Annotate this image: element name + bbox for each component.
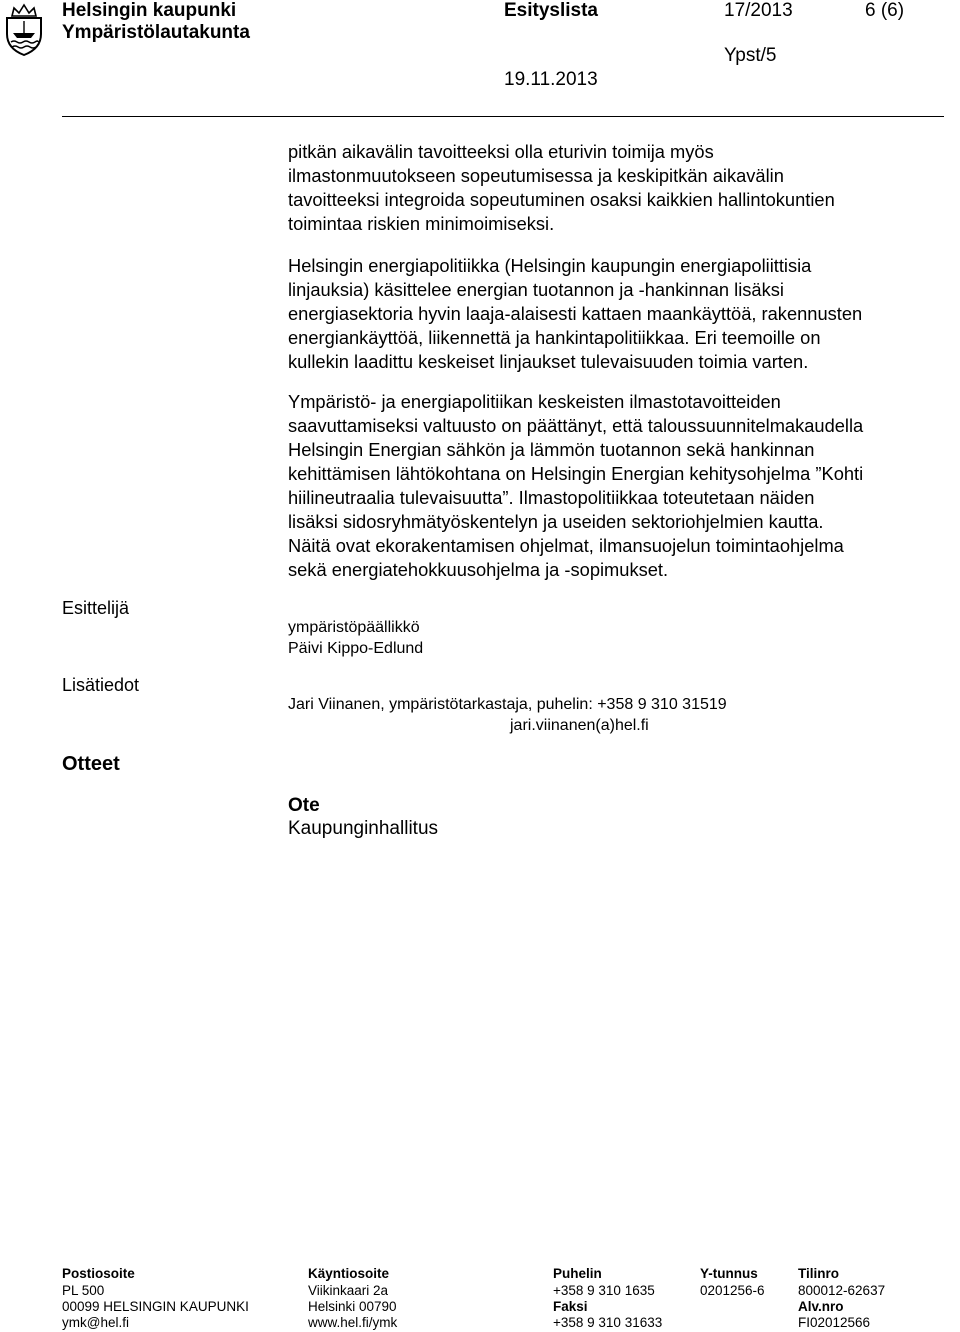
footer-puhelin-label: Puhelin — [553, 1266, 602, 1281]
footer-ytunnus-label: Y-tunnus — [700, 1266, 758, 1281]
contact-email[interactable]: jari.viinanen(a)hel.fi — [510, 717, 649, 734]
ote-recipient: Kaupunginhallitus — [288, 818, 439, 839]
text-line: linjauksia) käsittelee energian tuotannon ja -hankinnan lisäksi — [288, 279, 784, 300]
footer-alv-label: Alv.nro — [798, 1299, 844, 1314]
section-code: Ypst/5 — [724, 45, 777, 66]
footer-kayntiosoite-line: Viikinkaari 2a — [308, 1283, 389, 1298]
org-name: Helsingin kaupunki — [62, 0, 237, 21]
text-line: sekä energiatehokkuusohjelma ja -sopimukset. — [288, 559, 669, 580]
text-line: hiilineutraalia tulevaisuutta”. Ilmastopolitiikkaa toteutetaan näiden — [288, 487, 815, 508]
text-line: lisäksi sidosryhmätyöskentelyn ja useiden sektoriohjelmien kautta. — [288, 511, 824, 532]
paragraph-2 — [288, 254, 948, 374]
footer-tilinro-label: Tilinro — [798, 1266, 840, 1281]
text-line: kehittämisen lähtökohtana on Helsingin Energian kehitysohjelma ”Kohti — [288, 463, 864, 484]
paragraph-1 — [288, 140, 948, 236]
lisatiedot-label: Lisätiedot — [62, 675, 140, 695]
text-line: pitkän aikavälin tavoitteeksi olla eturivin toimija myös — [288, 141, 714, 162]
doc-type: Esityslista — [504, 0, 598, 21]
text-line: ilmastonmuutokseen sopeutumisessa ja keskipitkän aikavälin — [288, 165, 784, 186]
text-line: Helsingin Energian sähkön ja lämmön tuotannon sekä hankinnan — [288, 439, 815, 460]
text-line: Näitä ovat ekorakentamisen ohjelmat, ilmansuojelun toimintaohjelma — [288, 535, 844, 556]
footer-kayntiosoite-line: Helsinki 00790 — [308, 1299, 397, 1314]
footer-email[interactable]: ymk@hel.fi — [62, 1315, 129, 1330]
footer-tilinro: 800012-62637 — [798, 1283, 886, 1298]
text-line: energiankäyttöä, liikennettä ja hankintapolitiikkaa. Eri teemoille on — [288, 327, 821, 348]
footer-postiosoite-line: 00099 HELSINGIN KAUPUNKI — [62, 1299, 249, 1314]
ote-heading: Ote — [288, 795, 320, 816]
committee-name: Ympäristölautakunta — [62, 22, 250, 43]
footer-kayntiosoite-label: Käyntiosoite — [308, 1266, 390, 1281]
presenter-title: ympäristöpäällikkö — [288, 619, 420, 636]
footer-postiosoite-label: Postiosoite — [62, 1266, 135, 1281]
otteet-label: Otteet — [62, 753, 120, 775]
contact-info: Jari Viinanen, ympäristötarkastaja, puhelin: +358 9 310 31519 — [288, 696, 727, 713]
presenter-name: Päivi Kippo-Edlund — [288, 640, 424, 657]
footer-ytunnus: 0201256-6 — [700, 1283, 765, 1298]
text-line: toimintaa riskien minimoimiseksi. — [288, 213, 555, 234]
footer-fax: +358 9 310 31633 — [553, 1315, 663, 1330]
text-line: kullekin laadittu keskeiset linjaukset tulevaisuuden toimia varten. — [288, 351, 809, 372]
text-line: energiasektoria hyvin laaja-alaisesti kattaen maankäyttöä, rakennusten — [288, 303, 863, 324]
text-line: saavuttamiseksi valtuusto on päättänyt, että taloussuunnitelmakaudella — [288, 415, 864, 436]
footer-phone: +358 9 310 1635 — [553, 1283, 655, 1298]
doc-number: 17/2013 — [724, 0, 793, 21]
helsinki-crest-icon — [2, 2, 46, 56]
esittelija-label: Esittelijä — [62, 598, 130, 618]
footer-alv: FI02012566 — [798, 1315, 871, 1330]
text-line: tavoitteeksi integroida sopeutuminen osaksi kaikkien hallintokuntien — [288, 189, 835, 210]
text-line: Helsingin energiapolitiikka (Helsingin kaupungin energiapoliittisia — [288, 255, 812, 276]
footer-postiosoite-line: PL 500 — [62, 1283, 105, 1298]
header-divider — [62, 116, 944, 117]
paragraph-3 — [288, 390, 948, 582]
page-number: 6 (6) — [865, 0, 905, 21]
footer-faksi-label: Faksi — [553, 1299, 588, 1314]
footer-website[interactable]: www.hel.fi/ymk — [308, 1315, 398, 1330]
text-line: Ympäristö- ja energiapolitiikan keskeisten ilmastotavoitteiden — [288, 391, 781, 412]
doc-date: 19.11.2013 — [504, 69, 598, 90]
